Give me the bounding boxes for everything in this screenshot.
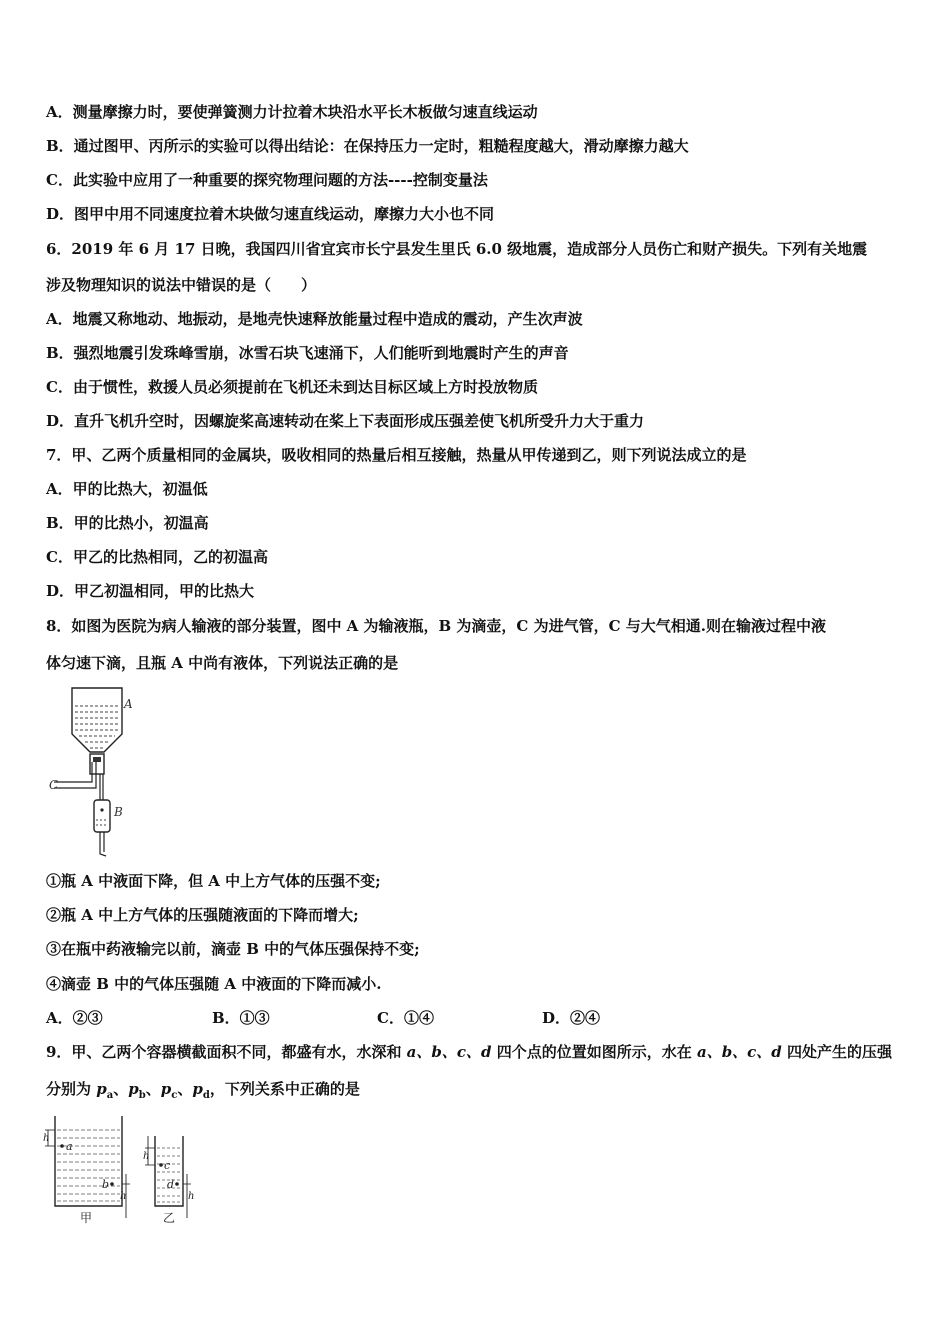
label-h-2: h <box>120 1191 127 1202</box>
water-yi <box>157 1148 181 1202</box>
point-d <box>175 1182 179 1186</box>
q6-option-a: A．地震又称地动、地振动，是地壳快速释放能量过程中造成的震动，产生次声波 <box>46 310 583 328</box>
q9-stem1-pre: 9．甲、乙两个容器横截面积不同，都盛有水，水深和 <box>46 1043 407 1061</box>
q8-statement-2: ②瓶 A 中上方气体的压强随液面的下降而增大; <box>46 906 359 924</box>
drip-chamber-b <box>94 800 110 832</box>
sep-2: 、 <box>145 1080 161 1098</box>
sep-3: 、 <box>177 1080 193 1098</box>
q8-option-d: D．②④ <box>542 1009 601 1027</box>
q9-stem2-post: ，下列关系中正确的是 <box>209 1080 360 1098</box>
sep-1: 、 <box>113 1080 129 1098</box>
q8-option-c: C．①④ <box>377 1009 434 1027</box>
pressure-pc: p <box>160 1080 172 1098</box>
point-b <box>110 1182 114 1186</box>
q8-statement-4: ④滴壶 B 中的气体压强随 A 中液面的下降而减小. <box>46 975 382 993</box>
label-c: C <box>49 778 59 792</box>
sub-a: a <box>106 1090 114 1101</box>
label-jia: 甲 <box>80 1211 93 1225</box>
label-h-3: h <box>143 1151 150 1162</box>
q7-stem: 7．甲、乙两个质量相同的金属块，吸收相同的热量后相互接触，热量从甲传递到乙，则下列说法成立的是 <box>46 446 747 464</box>
q5-option-a: A．测量摩擦力时，要使弹簧测力计拉着木块沿水平长木板做匀速直线运动 <box>46 103 538 121</box>
bottle-liquid <box>75 706 119 748</box>
label-yi: 乙 <box>163 1211 176 1225</box>
air-tube-c <box>54 762 92 782</box>
sub-d: d <box>202 1090 210 1101</box>
q9-points: a、b、c、d <box>406 1043 492 1061</box>
q8-statement-3: ③在瓶中药液输完以前，滴壶 B 中的气体压强保持不变; <box>46 940 420 958</box>
drop <box>100 808 103 811</box>
drip-liquid <box>96 820 108 825</box>
pressure-pb: p <box>128 1080 139 1098</box>
point-a <box>60 1144 64 1148</box>
q9-stem1-post: 四处产生的压强 <box>781 1043 893 1061</box>
q6-option-b: B．强烈地震引发珠峰雪崩，冰雪石块飞速涌下，人们能听到地震时产生的声音 <box>46 344 569 362</box>
container-jia <box>55 1116 122 1206</box>
q8-option-b: B．①③ <box>212 1009 270 1027</box>
q7-option-d: D．甲乙初温相同，甲的比热大 <box>46 582 255 600</box>
q8-stem-line1: 8．如图为医院为病人输液的部分装置，图中 A 为输液瓶，B 为滴壶，C 为进气管，C 与大气相通.则在输液过程中液 <box>46 617 826 635</box>
pressure-pa: p <box>96 1080 107 1098</box>
containers-figure <box>40 1108 210 1226</box>
label-h-4: h <box>188 1191 195 1202</box>
q9-stem2-pre: 分别为 <box>46 1080 97 1098</box>
q7-option-b: B．甲的比热小，初温高 <box>46 514 209 532</box>
point-c <box>159 1163 163 1167</box>
stopper-insert <box>93 757 101 762</box>
q7-option-c: C．甲乙的比热相同，乙的初温高 <box>46 548 268 566</box>
outlet-tube <box>100 832 106 856</box>
label-point-d: d <box>167 1178 175 1191</box>
label-b: B <box>114 805 123 819</box>
q9-stem-line2 <box>46 1079 916 1106</box>
q6-option-c: C．由于惯性，救援人员必须提前在飞机还未到达目标区域上方时投放物质 <box>46 378 538 396</box>
q6-option-d: D．直升飞机升空时，因螺旋桨高速转动在桨上下表面形成压强差使飞机所受升力大于重力 <box>46 412 645 430</box>
q5-option-c: C．此实验中应用了一种重要的探究物理问题的方法----控制变量法 <box>46 171 488 189</box>
q5-option-d: D．图甲中用不同速度拉着木块做匀速直线运动，摩擦力大小也不同 <box>46 205 495 223</box>
q8-stem-line2: 体匀速下滴，且瓶 A 中尚有液体，下列说法正确的是 <box>46 654 399 672</box>
q5-option-b: B．通过图甲、丙所示的实验可以得出结论：在保持压力一定时，粗糙程度越大，滑动摩擦力越大 <box>46 137 689 155</box>
q7-option-a: A．甲的比热大，初温低 <box>46 480 208 498</box>
label-h-1: h <box>43 1133 50 1144</box>
label-a: A <box>124 697 133 711</box>
iv-drip-figure <box>44 684 144 859</box>
pressure-pd: p <box>192 1080 203 1098</box>
q8-statement-1: ①瓶 A 中液面下降，但 A 中上方气体的压强不变; <box>46 872 381 890</box>
q8-option-a: A．②③ <box>46 1009 103 1027</box>
label-point-b: b <box>102 1178 110 1191</box>
sub-c: c <box>171 1090 178 1101</box>
label-point-a: a <box>66 1140 73 1153</box>
q6-stem-line2: 涉及物理知识的说法中错误的是（ ） <box>46 276 317 294</box>
q9-stem1-mid: 四个点的位置如图所示，水在 <box>491 1043 697 1061</box>
q9-points-2: a、b、c、d <box>696 1043 782 1061</box>
label-point-c: c <box>164 1159 171 1172</box>
sub-b: b <box>138 1090 146 1101</box>
q9-stem-line1 <box>46 1042 916 1062</box>
q6-stem-line1: 6．2019 年 6 月 17 日晚，我国四川省宜宾市长宁县发生里氏 6.0 级地震，造成部分人员伤亡和财产损失。下列有关地震 <box>46 240 868 258</box>
